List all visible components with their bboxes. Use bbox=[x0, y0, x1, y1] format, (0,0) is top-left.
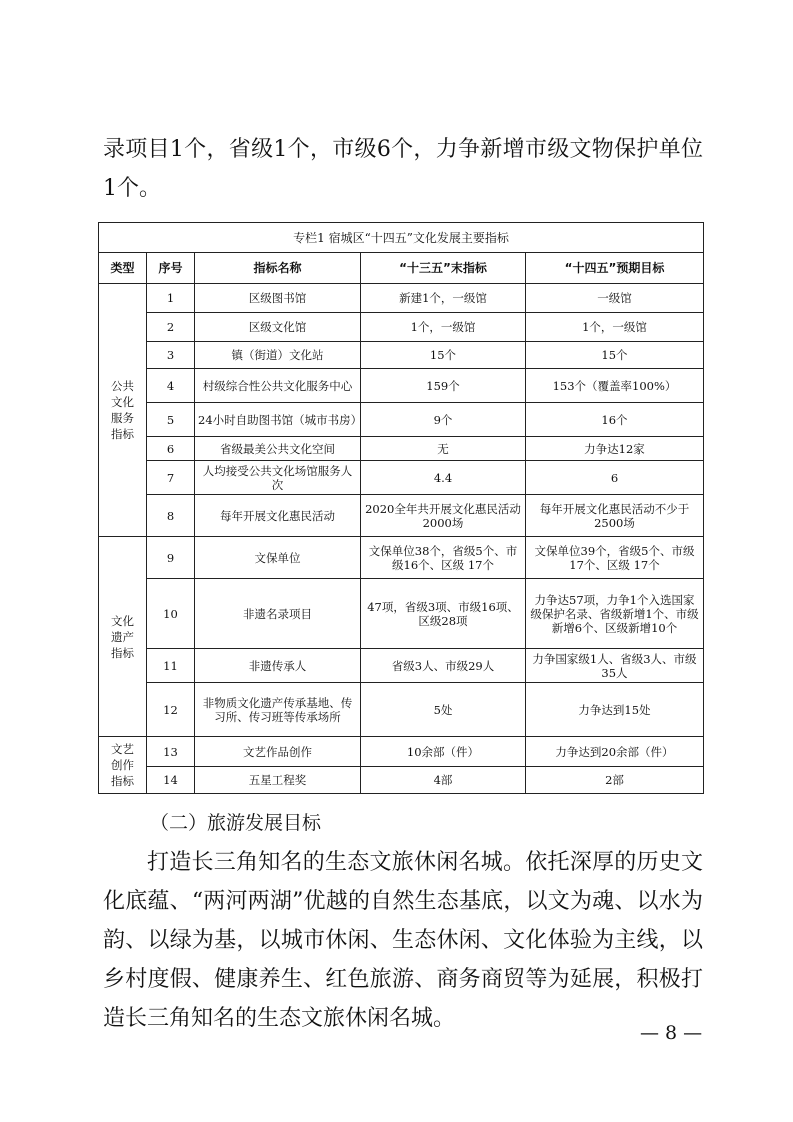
row-target14: 文保单位39个，省级5个、市级17个、区级 17个 bbox=[526, 537, 704, 579]
category-arts bbox=[99, 737, 147, 794]
table-row bbox=[99, 369, 704, 403]
header-no: 序号 bbox=[147, 253, 195, 284]
table-row bbox=[99, 737, 704, 767]
category-label: 文化遗产指标 bbox=[111, 613, 134, 660]
row-name: 文艺作品创作 bbox=[195, 737, 361, 767]
row-name: 每年开展文化惠民活动 bbox=[195, 495, 361, 537]
row-name: 省级最美公共文化空间 bbox=[195, 437, 361, 461]
table-row bbox=[99, 579, 704, 649]
row-end13: 1个，一级馆 bbox=[361, 313, 526, 342]
page-number: — 8 — bbox=[640, 1022, 703, 1044]
row-end13: 4.4 bbox=[361, 461, 526, 495]
row-target14: 1个，一级馆 bbox=[526, 313, 704, 342]
row-end13: 2020全年共开展文化惠民活动2000场 bbox=[361, 495, 526, 537]
row-name: 区级图书馆 bbox=[195, 284, 361, 313]
category-public-culture bbox=[99, 284, 147, 537]
row-name: 五星工程奖 bbox=[195, 767, 361, 794]
header-name: 指标名称 bbox=[195, 253, 361, 284]
table-row bbox=[99, 403, 704, 437]
row-no: 13 bbox=[147, 737, 195, 767]
tourism-paragraph: 打造长三角知名的生态文旅休闲名城。依托深厚的历史文化底蕴、“两河两湖”优越的自然生态基底，以文为魂、以水为韵、以绿为基，以城市休闲、生态休闲、文化体验为主线，以乡村度假、健康养生、红色旅游、商务商贸等为延展，积极打造长三角知名的生态文旅休闲名城。 bbox=[103, 850, 703, 1031]
row-name: 区级文化馆 bbox=[195, 313, 361, 342]
category-heritage bbox=[99, 537, 147, 737]
row-no: 6 bbox=[147, 437, 195, 461]
table-row bbox=[99, 537, 704, 579]
section-heading: （二）旅游发展目标 bbox=[150, 812, 322, 834]
row-no: 5 bbox=[147, 403, 195, 437]
table-caption: 专栏1 宿城区“十四五”文化发展主要指标 bbox=[99, 223, 704, 253]
row-target14: 15个 bbox=[526, 342, 704, 369]
row-no: 9 bbox=[147, 537, 195, 579]
table-row bbox=[99, 461, 704, 495]
indicator-table bbox=[98, 222, 704, 794]
row-no: 3 bbox=[147, 342, 195, 369]
row-target14: 一级馆 bbox=[526, 284, 704, 313]
row-name: 24小时自助图书馆（城市书房） bbox=[195, 403, 361, 437]
row-end13: 10余部（件） bbox=[361, 737, 526, 767]
row-target14: 力争达57项，力争1个入选国家级保护名录、省级新增1个、市级新增6个、区级新增10个 bbox=[526, 579, 704, 649]
row-end13: 文保单位38个，省级5个、市级16个、区级 17个 bbox=[361, 537, 526, 579]
row-end13: 159个 bbox=[361, 369, 526, 403]
row-name: 文保单位 bbox=[195, 537, 361, 579]
table-row bbox=[99, 649, 704, 683]
header-14th-target: “十四五”预期目标 bbox=[526, 253, 704, 284]
intro-paragraph: 录项目1个，省级1个，市级6个，力争新增市级文物保护单位1个。 bbox=[103, 137, 703, 201]
header-type: 类型 bbox=[99, 253, 147, 284]
row-name: 非遗名录项目 bbox=[195, 579, 361, 649]
row-end13: 47项，省级3项、市级16项、区级28项 bbox=[361, 579, 526, 649]
row-target14: 2部 bbox=[526, 767, 704, 794]
table-row bbox=[99, 437, 704, 461]
row-name: 非物质文化遗产传承基地、传习所、传习班等传承场所 bbox=[195, 683, 361, 737]
row-target14: 153个（覆盖率100%） bbox=[526, 369, 704, 403]
row-name: 村级综合性公共文化服务中心 bbox=[195, 369, 361, 403]
row-target14: 6 bbox=[526, 461, 704, 495]
table-row bbox=[99, 495, 704, 537]
row-no: 2 bbox=[147, 313, 195, 342]
row-end13: 省级3人、市级29人 bbox=[361, 649, 526, 683]
table-row bbox=[99, 342, 704, 369]
row-name: 人均接受公共文化场馆服务人次 bbox=[195, 461, 361, 495]
category-label: 公共文化服务指标 bbox=[111, 379, 134, 441]
row-target14: 力争达到15处 bbox=[526, 683, 704, 737]
row-end13: 9个 bbox=[361, 403, 526, 437]
table-row bbox=[99, 313, 704, 342]
table-row bbox=[99, 284, 704, 313]
row-no: 4 bbox=[147, 369, 195, 403]
header-13th-end: “十三五”末指标 bbox=[361, 253, 526, 284]
row-target14: 每年开展文化惠民活动不少于2500场 bbox=[526, 495, 704, 537]
row-end13: 15个 bbox=[361, 342, 526, 369]
row-no: 11 bbox=[147, 649, 195, 683]
table-row bbox=[99, 767, 704, 794]
row-name: 非遗传承人 bbox=[195, 649, 361, 683]
table-row bbox=[99, 683, 704, 737]
row-end13: 新建1个，一级馆 bbox=[361, 284, 526, 313]
row-end13: 4部 bbox=[361, 767, 526, 794]
row-no: 7 bbox=[147, 461, 195, 495]
category-label: 文艺创作指标 bbox=[111, 742, 134, 788]
row-target14: 力争国家级1人、省级3人、市级35人 bbox=[526, 649, 704, 683]
row-end13: 5处 bbox=[361, 683, 526, 737]
table-header-row bbox=[99, 253, 704, 284]
row-no: 1 bbox=[147, 284, 195, 313]
row-end13: 无 bbox=[361, 437, 526, 461]
row-target14: 力争达到20余部（件） bbox=[526, 737, 704, 767]
row-target14: 16个 bbox=[526, 403, 704, 437]
row-no: 8 bbox=[147, 495, 195, 537]
row-target14: 力争达12家 bbox=[526, 437, 704, 461]
row-no: 10 bbox=[147, 579, 195, 649]
row-no: 14 bbox=[147, 767, 195, 794]
row-no: 12 bbox=[147, 683, 195, 737]
row-name: 镇（街道）文化站 bbox=[195, 342, 361, 369]
